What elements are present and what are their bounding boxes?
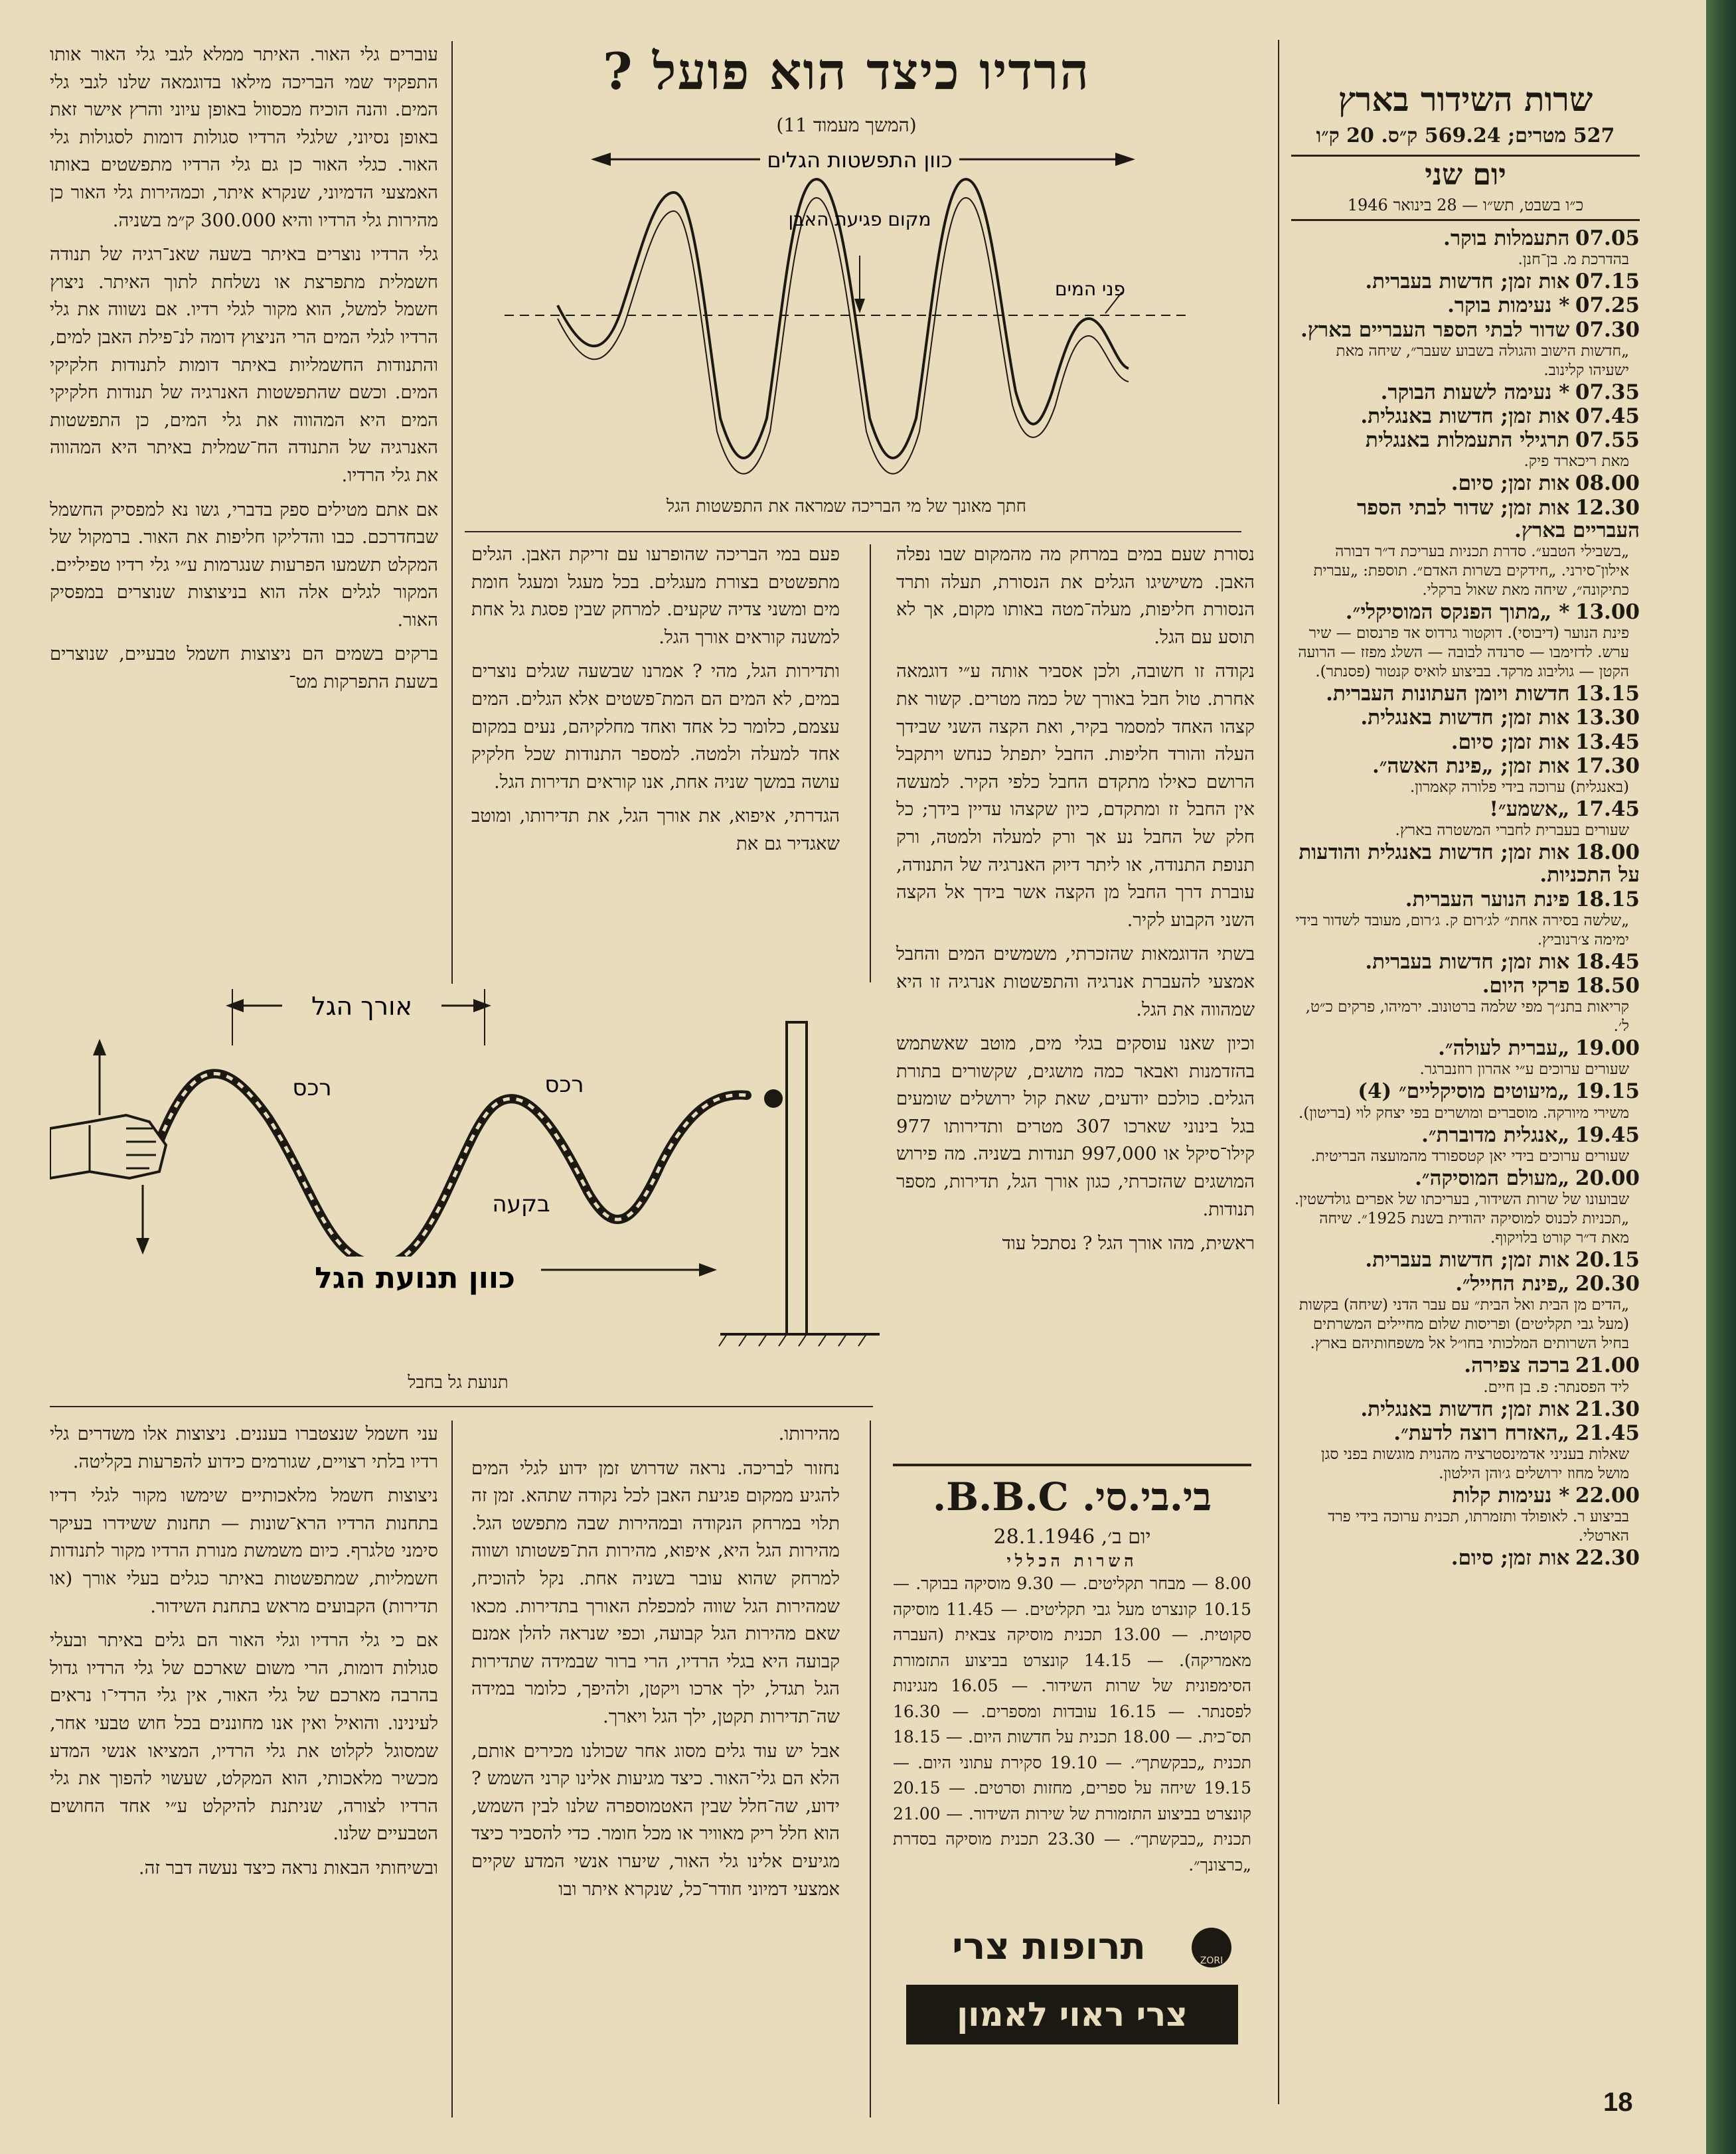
- schedule-item: [1291, 601, 1640, 682]
- schedule-description: „חדשות הישוב והגולה בשבוע שעבר״, שיחה מאת ישעיהו קלינוב.: [1336, 342, 1629, 379]
- bbc-title: בי.בי.סי. B.B.C.: [932, 1474, 1212, 1519]
- zori-advertisement: [906, 1925, 1238, 2051]
- schedule-item: [1291, 799, 1640, 840]
- schedule-time: 22.00: [1575, 1484, 1640, 1508]
- schedule-program: אות זמן; חדשות באנגלית והודעות על התכניות.: [1299, 840, 1640, 887]
- schedule-time: 07.15: [1575, 269, 1640, 294]
- schedule-item: [1291, 731, 1640, 754]
- schedule-program: „פינת החייל״.: [1455, 1272, 1570, 1296]
- column-rule: [870, 544, 871, 982]
- schedule-time: 07.55: [1575, 428, 1640, 453]
- schedule-description: שבועונו של שרות השידור, בעריכתו של אפרים גולדשטין. „תכניות לכנוס למוסיקה יהודית בשנת 1925״. שיחה מאת ד״ר קורט בלויקוף.: [1294, 1191, 1629, 1247]
- schedule-time: 21.30: [1575, 1397, 1640, 1421]
- bbc-schedule: [893, 1470, 1251, 1918]
- schedule-program: * נעימות בוקר.: [1447, 293, 1570, 318]
- continued-note: (המשך מעמוד 11): [776, 114, 917, 136]
- schedule-program: אות זמן; חדשות באנגלית.: [1360, 1397, 1570, 1421]
- schedule-description: בביצוע ר. לאופולד ותזמרתו, תכנית ערוכה בידי פרד הארטלי.: [1328, 1508, 1629, 1545]
- schedule-time: 18.45: [1575, 949, 1640, 974]
- schedule-date: כ״ו בשבט, תש״ו — 28 בינואר 1946: [1291, 194, 1640, 221]
- schedule-time: 13.15: [1575, 682, 1640, 706]
- schedule-item: [1291, 951, 1640, 974]
- crest-label-2: רכס: [544, 1071, 584, 1098]
- schedule-time: 07.45: [1575, 404, 1640, 429]
- schedule-frequency: 527 מטרים; 569.24 ק״ס. 20 ק״ו: [1316, 124, 1615, 147]
- schedule-item: [1291, 295, 1640, 317]
- schedule-item: [1291, 683, 1640, 706]
- schedule-item: [1291, 382, 1640, 404]
- schedule-time: 17.45: [1575, 797, 1640, 822]
- ad-slogan: צרי ראוי לאמון: [906, 1985, 1238, 2044]
- zori-logo-icon: ZORI: [1192, 1928, 1231, 1967]
- schedule-program: „מיעוטים מוסיקליים״ (4): [1358, 1079, 1570, 1104]
- schedule-item: [1291, 889, 1640, 950]
- figure-rule: [50, 1406, 873, 1407]
- radio-schedule: [1291, 76, 1640, 2121]
- schedule-program: „מעולם המוסיקה״.: [1415, 1166, 1570, 1190]
- column-rule: [451, 41, 453, 984]
- bbc-top-rule: [893, 1464, 1251, 1466]
- article-column-left-bottom: [50, 1421, 438, 2137]
- schedule-item: [1291, 1081, 1640, 1122]
- schedule-time: 07.05: [1575, 226, 1640, 250]
- schedule-description: שאלות בעניני אדמינסטרציה מהנוית מוגשות בפני סגן מושל מחוז ירושלים ג׳והן הילטון.: [1320, 1446, 1629, 1483]
- schedule-program: * נעימות קלות: [1452, 1484, 1570, 1508]
- article-column-middle-bottom: [471, 1421, 840, 2137]
- schedule-time: 20.00: [1575, 1166, 1640, 1190]
- schedule-program: תרגילי התעמלות באנגלית: [1365, 428, 1570, 453]
- schedule-program: אות זמן; חדשות בעברית.: [1365, 269, 1570, 294]
- schedule-program: אות זמן; שדור לבתי הספר העבריים בארץ.: [1357, 495, 1640, 542]
- article-paragraph: ניצוצות חשמל מלאכותיים שימשו מקור לגלי רדיו בתחנות הרדיו הרא־שונות — תחנות ששידרו בעיקר סימני טלגרף. כיום משמשת מנורת הרדיו מקור לתנודות חשמליות, שמתפשטות באיתר כגלים בעלי אורך (או תדירות) הקבועים מראש בתחנת השידור.: [50, 1485, 438, 1617]
- article-paragraph: ותדירות הגל, מהי ? אמרנו שבשעה שגלים נוצרים במים, לא המים הם המת־פשטים אלא הגלים. המים עצמם, כלומר כל אחד ואחד מחלקיהם, נעים במקום אחד למעלה ולמטה. למספר התנודות שכל חלקיק עושה במשך שניה אחת, אנו קוראים תדירות הגל.: [471, 660, 840, 793]
- schedule-item: [1291, 429, 1640, 471]
- schedule-time: 07.25: [1575, 293, 1640, 318]
- schedule-time: 13.30: [1575, 706, 1640, 730]
- article-paragraph: נחזור לבריכה. נראה שדרוש זמן ידוע לגלי המים להגיע ממקום פגיעת האבן לכל נקודה שתהא. זמן זה תלוי במרחק הנקודה ובמהירות שבה מתפשט הגל. מהירות הגל היא, איפוא, מהירות הת־פשטותו ושווה למרחק שהוא עובר בשניה אחת. נקל להוכיח, שמהירות הגל שווה למכפלת האורך בתדירות. מכאו שאם מהירות הגל קבועה, וכפי שנראה להלן אמנם קבועה היא בגלי הרדיו, הרי ברור שבמידה שתדירות הגל תגדל, ילך ארכו ויקטן, ולהיפך, כלומר במידה שה־תדירות תקטן, ילך הגל ויארך.: [471, 1457, 840, 1727]
- bbc-body: 8.00 — מבחר תקליטים. — 9.30 מוסיקה בבוקר. — 10.15 קונצרט מעל גבי תקליטים. — 11.45 מוסיקה סקוטית. — 13.00 תכנית מוסיקה צבאית (העברה מאמריקה). — 14.15 קונצרט בביצוע התזמורת הסימפונית של שרות השידור. — 16.05 מנגינות לפסנתר. — 16.15 עובדות ומספרים. — 16.30 תס־כית. — 18.00 תכנית על חדשות היום. — 18.15 תכנית „כבקשתך״. — 19.10 סקירת עתוני היום. — 19.15 שיחה על ספרים, מחזות וסרטים. — 20.15 קונצרט בביצוע התזמורת של שירות השידור. — 21.00 תכנית „כבקשתך״. — 23.30 תכנית מוסיקה בסדרת „כרצונך״.: [893, 1574, 1251, 1875]
- schedule-program: אות זמן; „פינת האשה״.: [1372, 753, 1570, 778]
- schedule-program: פרקי היום.: [1482, 974, 1570, 998]
- column-rule: [870, 1421, 871, 2117]
- schedule-time: 18.50: [1575, 974, 1640, 998]
- article-paragraph: ברקים בשמים הם ניצוצות חשמל טבעיים, שנוצרים בשעת התפרקות מט־: [50, 643, 438, 693]
- schedule-description: ליד הפסנתר: פ. בן חיים.: [1483, 1378, 1629, 1396]
- schedule-description: „שלשה בסירה אחת״ לג׳רום ק. ג׳רום, מעובד לשדור בידי ימימה צ׳רנוביץ.: [1295, 911, 1629, 949]
- schedule-program: „עברית לעולה״.: [1438, 1036, 1570, 1061]
- article-paragraph: ובשיחותי הבאות נראה כיצד נעשה דבר זה.: [138, 1857, 438, 1879]
- book-binding: [1706, 0, 1736, 2154]
- schedule-item: [1291, 1485, 1640, 1546]
- schedule-description: פינת הנוער (דיבוסי). דוקטור גרדוס אד פרנסום — שיר ערש. לדזימבו — סרנדה לבובה — השלג מפזז — הרועה הקטן — גוליבוג מרקד. בביצוע לואיס קנטור (פסנתר).: [1298, 625, 1629, 681]
- page-number: 18: [1603, 2088, 1633, 2117]
- schedule-time: 13.00: [1575, 600, 1640, 625]
- schedule-time: 19.00: [1575, 1036, 1640, 1061]
- article-paragraph: נסורת שעם במים במרחק מה מהמקום שבו נפלה האבן. משישיגו הגלים את הנסורת, תעלה ותרד הנסורת חליפות, מעלה־מטה באותו מקום, אך לא תוסע עם הגל.: [896, 544, 1255, 648]
- schedule-program: פינת הנוער העברית.: [1405, 887, 1570, 911]
- figure-rule: [465, 531, 1241, 532]
- schedule-program: „האזרח רוצה לדעת״.: [1393, 1421, 1570, 1445]
- article-paragraph: ראשית, מהו אורך הגל ? נסתכל עוד: [1002, 1233, 1255, 1255]
- schedule-time: 07.30: [1575, 317, 1640, 342]
- schedule-program: אות זמן; חדשות בעברית.: [1365, 949, 1570, 974]
- article-paragraph: מהירותו.: [778, 1423, 840, 1444]
- schedule-program: אות זמן; סיום.: [1451, 471, 1570, 496]
- schedule-program: „אנגלית מדוברת״.: [1421, 1122, 1570, 1147]
- schedule-time: 19.45: [1575, 1122, 1640, 1147]
- wall-post: [719, 1022, 880, 1346]
- surface-label: פני המים: [1054, 278, 1125, 300]
- column-rule: [1278, 40, 1279, 2104]
- schedule-program: אות זמן; סיום.: [1451, 1546, 1570, 1571]
- schedule-time: 20.30: [1575, 1272, 1640, 1296]
- schedule-time: 18.15: [1575, 887, 1640, 911]
- schedule-item: [1291, 1168, 1640, 1248]
- article-paragraph: נקודה זו חשובה, ולכן אסביר אותה ע״י דוגמאה אחרת. טול חבל באורך של כמה מטרים. קשור את קצהו האחד למסמר בקיר, ואת הקצה השני שבידך העלה והורד חליפות. החבל יתפתל כנחש ויתקבל הרושם כאילו מתקדם החבל כלפי הקיר. למעשה אין החבל זז ומתקדם, כיון שקצהו עדיין בידך; כל חלק של החבל נע אך ורק למעלה ולמטה, ורק תנופת התנודה, או ליתר דיוק האנרגיה של התנודה, עוברת דרך החבל מן הקצה אשר בידך אל הקצה השני הקבוע לקיר.: [896, 660, 1255, 931]
- schedule-time: 21.45: [1575, 1421, 1640, 1445]
- article-paragraph: עני חשמל שנצטברו בעננים. ניצוצות אלו משדרים גלי רדיו בלתי רצויים, שגורמים כידוע להפרעות בקליטה.: [50, 1423, 438, 1472]
- article-paragraph: בשתי הדוגמאות שהזכרתי, משמשים המים והחבל אמצעי להעברת אנרגיה והתפשטות אנרגיה זו היא שמהווה את הגל.: [896, 943, 1255, 1020]
- water-figure-caption: חתך מאונך של מי הבריכה שמראה את התפשטות הגל: [667, 497, 1026, 516]
- article-paragraph: גלי הרדיו נוצרים באיתר בשעה שאנ־רגיה של תנודה חשמלית מתפרצת או נשלחת לתוך האיתר. ניצוץ חשמל למשל, הוא מקור לגלי רדיו. אם נשווה את גלי הרדיו לגלי המים הרי הניצוץ דומה לנ־פילת האבן למים, והתנודות החשמליות באיתר דומות לתנודות חלקיקי המים. וכשם שהתפשטות האנרגיה של תנודות חלקיקי המים היא המהווה את גלי המים, כן התפשטות האנרגיה של התנודה הח־שמלית באיתר היא המהווה את גלי הרדיו.: [50, 244, 438, 486]
- schedule-item: [1291, 319, 1640, 380]
- article-paragraph: אם אתם מטילים ספק בדברי, גשו נא למפסיק החשמל שבחדרכם. כבו והדליקו חליפות את האור. ברמקול של המקלט תשמעו הפרעות שנגרמות ע״י גלי רדיו טפיליים. המקור לגלים אלה הוא בניצוצות שנוצרים במפסיק האור.: [50, 499, 438, 631]
- schedule-time: 20.15: [1575, 1248, 1640, 1272]
- schedule-time: 18.00: [1575, 840, 1640, 865]
- schedule-description: „הדים מן הבית ואל הבית״ עם עבר הדני (שיחה) בקשות (מעל גבי תקליטים) ופריסות שלום מחיילים המשרתים בחיל השרותים המלכותי בחו״ל אל משפחותיהם בארץ.: [1299, 1296, 1629, 1353]
- schedule-item: [1291, 1399, 1640, 1421]
- schedule-item: [1291, 1423, 1640, 1484]
- schedule-title: שרות השידור בארץ: [1338, 80, 1593, 119]
- schedule-item: [1291, 1355, 1640, 1397]
- bbc-date: יום ב׳, 28.1.1946: [993, 1525, 1151, 1549]
- schedule-time: 21.00: [1575, 1353, 1640, 1378]
- schedule-item: [1291, 707, 1640, 730]
- article-paragraph: עוברים גלי האור. האיתר ממלא לגבי גלי האור אותו התפקיד שמי הבריכה מילאו בדוגמאה שלנו לגבי גלי המים. והנה הוכיח מכסוול באופן עיוני והרץ אישר זאת באופן נסיוני, שלגלי הרדיו סגולות דומות לסגולות גלי האור. כגלי האור כן גם גלי הרדיו מתפשטים באותו האמצעי הדמיוני, שנקרא איתר, וכמהירות גלי האור כן מהירות גלי הרדיו והיא 300.000 ק״מ בשניה.: [50, 44, 438, 231]
- schedule-program: שדור לבתי הספר העבריים בארץ.: [1300, 317, 1570, 342]
- article-headline: הרדיו כיצד הוא פועל ?: [602, 42, 1091, 101]
- direction-label: כוון התפשטות הגלים: [767, 147, 953, 173]
- schedule-item: [1291, 497, 1640, 600]
- schedule-description: קריאות בתנ״ך מפי שלמה ברטונוב. ירמיהו, פרקים כ״ט, ל׳.: [1305, 998, 1629, 1036]
- schedule-program: אות זמן; חדשות באנגלית.: [1360, 706, 1570, 730]
- schedule-day: יום שני: [1291, 155, 1640, 194]
- schedule-time: 19.15: [1575, 1079, 1640, 1104]
- ad-brand: תרופות צרי: [952, 1925, 1146, 1968]
- schedule-item: [1291, 755, 1640, 797]
- article-column-left-top: [50, 41, 438, 967]
- schedule-description: שעורים בעברית לחברי המשטרה בארץ.: [1395, 822, 1629, 840]
- schedule-item: [1291, 1249, 1640, 1272]
- schedule-item: [1291, 1273, 1640, 1353]
- schedule-item: [1291, 975, 1640, 1036]
- schedule-program: * נעימה לשעות הבוקר.: [1380, 380, 1570, 404]
- schedule-description: שעורים ערוכים ע״י אהרון רוזנברגר.: [1419, 1061, 1629, 1079]
- direction-arrow-left-head: [591, 153, 611, 166]
- schedule-item: [1291, 1038, 1640, 1079]
- schedule-item: [1291, 842, 1640, 887]
- rope-figure-caption: תנועת גל בחבל: [408, 1373, 509, 1393]
- schedule-item: [1291, 228, 1640, 269]
- schedule-program: חדשות ויומן העתונות העברית.: [1326, 682, 1570, 706]
- schedule-item: [1291, 473, 1640, 495]
- schedule-time: 08.00: [1575, 471, 1640, 496]
- schedule-program: אות זמן; חדשות באנגלית.: [1360, 404, 1570, 429]
- wavelength-label: אורך הגל: [311, 992, 412, 1021]
- schedule-time: 22.30: [1575, 1546, 1640, 1571]
- schedule-description: שעורים ערוכים בידי יאן קטספורד מהמועצה הבריטית.: [1310, 1147, 1629, 1165]
- schedule-program: „אשמע״!: [1489, 797, 1570, 822]
- water-wave-figure: [491, 139, 1215, 531]
- schedule-time: 17.30: [1575, 753, 1640, 778]
- trough-label: בקעה: [492, 1191, 550, 1217]
- schedule-description: „בשבילי הטבע״. סדרת תכניות בעריכת ד״ר דבורה אילון־סירני. „חידקים בשרות האדם״. תוספת: „עברית כתיקונה״, שיחה מאת שאול ברקלי.: [1313, 543, 1629, 599]
- crest-label-1: רכס: [292, 1075, 332, 1101]
- schedule-item: [1291, 1547, 1640, 1570]
- schedule-program: התעמלות בוקר.: [1443, 226, 1570, 250]
- schedule-description: (באנגלית) ערוכה בידי פלורה קאמרון.: [1409, 779, 1629, 797]
- hand-icon: [50, 1115, 166, 1178]
- schedule-program: * „מתוך הפנקס המוסיקלי״.: [1345, 600, 1570, 625]
- impact-label: מקום פגיעת האבן: [788, 208, 931, 230]
- direction-arrow-right-head: [1115, 153, 1135, 166]
- article-paragraph: אבל יש עוד גלים מסוג אחר שכולנו מכירים אותם, הלא הם גלי־האור. כיצד מגיעות אלינו קרני השמש ? ידוע, שה־חלל שבין האטמוספרה שלנו לבין השמש, הוא חלל ריק מאוויר או מכל חומר. כדי להסביר כיצד מגיעים אלינו גלי האור, שיערו אנשי המדע שקיים אמצעי דמיוני חודר־כל, שנקרא איתר ובו: [471, 1740, 840, 1900]
- article-paragraph: פעם במי הבריכה שהופרעו עם זריקת האבן. הגלים מתפשטים בצורת מעגלים. בכל מעגל ומעגל חומת מים ומשני צדיה שקעים. למרחק שבין פסגת גל אחת למשנה קוראים אורך הגל.: [471, 544, 840, 648]
- article-column-right: [896, 541, 1255, 1454]
- schedule-description: משירי מיורקה. מוסברים ומושרים בפי יצחק לוי (בריטון).: [1298, 1104, 1629, 1122]
- schedule-list: [1291, 228, 1640, 1571]
- article-paragraph: אם כי גלי הרדיו וגלי האור הם גלים באיתר ובעלי סגולות דומות, הרי משום שארכם של גלי הרדיו גדול בהרבה מארכם של גלי האור, אין גלי הרדי־ו נראים לעינינו. והואיל ואין אנו מחוננים בכל חוש טבעי אחר, שמסוגל לקלוט את גלי הרדיו, המציאו אנשי המדע מכשיר מלאכותי, הוא המקלט, שעשוי להפוך את גלי הרדיו לצורה, שניתנת להיקלט ע״י אחד החושים הטבעיים שלנו.: [50, 1630, 438, 1845]
- schedule-time: 12.30: [1575, 495, 1640, 520]
- rope-wave-figure: [50, 972, 880, 1387]
- article-column-middle-top: [471, 541, 840, 959]
- schedule-program: אות זמן; חדשות בעברית.: [1365, 1248, 1570, 1272]
- schedule-time: 13.45: [1575, 730, 1640, 754]
- schedule-program: אות זמן; סיום.: [1451, 730, 1570, 754]
- schedule-description: בהדרכת מ. בן־חנן.: [1518, 251, 1629, 269]
- motion-label: כוון תנועת הגל: [315, 1261, 515, 1295]
- article-paragraph: הגדרתי, איפוא, את אורך הגל, את תדירותו, ומוטב שאגדיר גם את: [471, 805, 840, 854]
- column-rule: [451, 1421, 453, 2117]
- schedule-item: [1291, 271, 1640, 293]
- bbc-header: השרות הכללי: [1006, 1551, 1138, 1571]
- article-paragraph: וכיון שאנו עוסקים בגלי מים, מוטב שאשתמש בהזדמנות ואבאר כמה מושגים, שקשורים בתורת הגלים. כולכם יודעים, שאת קול ירושלים שומעים בגל בינוני שארכו 307 מטרים ותדירותו 977 קילו־סיקל או 997,000 תנודות בשניה. מה פירוש המושגים שהזכרתי, כגון אורך הגל, תדירות, מספר תנודות.: [896, 1033, 1255, 1220]
- schedule-description: מאת ריכארד פיק.: [1524, 453, 1629, 471]
- schedule-item: [1291, 406, 1640, 428]
- schedule-program: ברכה צפירה.: [1464, 1353, 1570, 1378]
- schedule-item: [1291, 1124, 1640, 1166]
- schedule-time: 07.35: [1575, 380, 1640, 404]
